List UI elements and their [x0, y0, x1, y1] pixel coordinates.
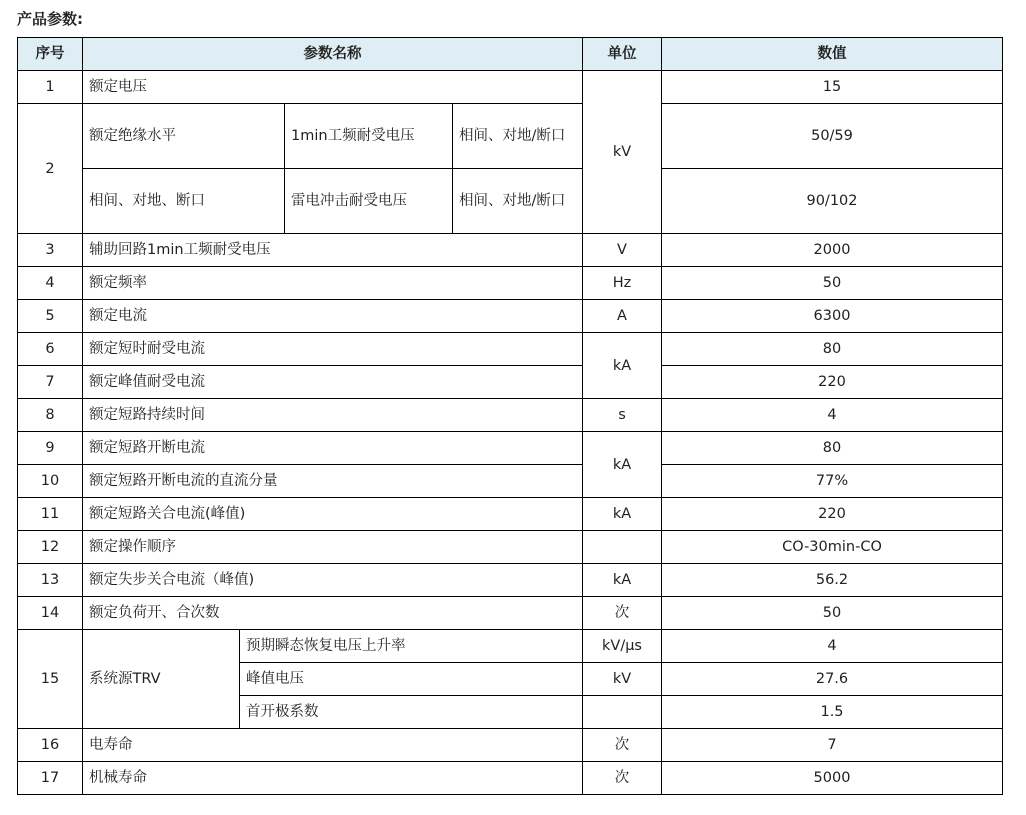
- table-row: [18, 432, 1003, 465]
- row-unit: kA: [583, 432, 662, 498]
- row-value: 2000: [662, 234, 1003, 267]
- row-value: 56.2: [662, 564, 1003, 597]
- row-unit: kA: [583, 498, 662, 531]
- row-unit: 次: [583, 597, 662, 630]
- row-no: 14: [18, 597, 83, 630]
- table-row: [18, 104, 1003, 169]
- row-no: 7: [18, 366, 83, 399]
- row-value: 80: [662, 432, 1003, 465]
- row-no: 13: [18, 564, 83, 597]
- row-unit: Hz: [583, 267, 662, 300]
- table-row: [18, 630, 1003, 663]
- row-name: 额定负荷开、合次数: [83, 597, 583, 630]
- table-row: [18, 333, 1003, 366]
- row-name: 额定电压: [83, 71, 583, 104]
- row-value: 77%: [662, 465, 1003, 498]
- row-name: 额定短时耐受电流: [83, 333, 583, 366]
- table-row: [18, 564, 1003, 597]
- row-no: 5: [18, 300, 83, 333]
- row-value: 27.6: [662, 663, 1003, 696]
- header-unit: 单位: [583, 38, 662, 71]
- row-name: 系统源TRV: [83, 630, 240, 729]
- row-value: CO-30min-CO: [662, 531, 1003, 564]
- row-no: 11: [18, 498, 83, 531]
- table-row: [18, 729, 1003, 762]
- table-row: [18, 300, 1003, 333]
- table-row: [18, 498, 1003, 531]
- row-value: 80: [662, 333, 1003, 366]
- row-name: 额定短路开断电流: [83, 432, 583, 465]
- row-value: 220: [662, 366, 1003, 399]
- row-value: 15: [662, 71, 1003, 104]
- parameter-table: [17, 37, 1003, 795]
- table-row: [18, 597, 1003, 630]
- row-unit: kA: [583, 333, 662, 399]
- row-subname: 首开极系数: [240, 696, 583, 729]
- row-no: 16: [18, 729, 83, 762]
- row-no: 15: [18, 630, 83, 729]
- row-value: 5000: [662, 762, 1003, 795]
- row-name: 额定短路关合电流(峰值): [83, 498, 583, 531]
- row-name: 相间、对地、断口: [83, 169, 285, 234]
- row-value: 50: [662, 597, 1003, 630]
- row-name: 额定绝缘水平: [83, 104, 285, 169]
- row-value: 220: [662, 498, 1003, 531]
- header-value: 数值: [662, 38, 1003, 71]
- table-row: [18, 169, 1003, 234]
- table-row: [18, 465, 1003, 498]
- row-subname: 雷电冲击耐受电压: [285, 169, 453, 234]
- row-unit: 次: [583, 729, 662, 762]
- row-no: 17: [18, 762, 83, 795]
- table-row: [18, 366, 1003, 399]
- row-subname: 峰值电压: [240, 663, 583, 696]
- table-row: [18, 71, 1003, 104]
- table-row: [18, 531, 1003, 564]
- row-name: 额定短路开断电流的直流分量: [83, 465, 583, 498]
- row-no: 6: [18, 333, 83, 366]
- row-unit: kV: [583, 71, 662, 234]
- row-no: 10: [18, 465, 83, 498]
- row-no: 8: [18, 399, 83, 432]
- section-title: 产品参数:: [17, 10, 83, 28]
- row-unit: kA: [583, 564, 662, 597]
- row-name: 额定短路持续时间: [83, 399, 583, 432]
- header-no: 序号: [18, 38, 83, 71]
- row-name: 额定电流: [83, 300, 583, 333]
- row-unit: kV/μs: [583, 630, 662, 663]
- row-value: 6300: [662, 300, 1003, 333]
- row-position: 相间、对地/断口: [453, 104, 583, 169]
- row-value: 50/59: [662, 104, 1003, 169]
- row-subname: 预期瞬态恢复电压上升率: [240, 630, 583, 663]
- row-unit: [583, 531, 662, 564]
- row-name: 辅助回路1min工频耐受电压: [83, 234, 583, 267]
- row-no: 1: [18, 71, 83, 104]
- row-value: 50: [662, 267, 1003, 300]
- row-name: 额定操作顺序: [83, 531, 583, 564]
- row-no: 4: [18, 267, 83, 300]
- row-unit: 次: [583, 762, 662, 795]
- row-no: 3: [18, 234, 83, 267]
- row-value: 4: [662, 630, 1003, 663]
- row-position: 相间、对地/断口: [453, 169, 583, 234]
- row-value: 90/102: [662, 169, 1003, 234]
- row-unit: [583, 696, 662, 729]
- row-name: 额定失步关合电流（峰值): [83, 564, 583, 597]
- header-name: 参数名称: [83, 38, 583, 71]
- row-value: 7: [662, 729, 1003, 762]
- row-value: 4: [662, 399, 1003, 432]
- row-name: 额定峰值耐受电流: [83, 366, 583, 399]
- row-no: 12: [18, 531, 83, 564]
- row-unit: s: [583, 399, 662, 432]
- row-subname: 1min工频耐受电压: [285, 104, 453, 169]
- table-header-row: [18, 38, 1003, 71]
- table-row: [18, 267, 1003, 300]
- row-unit: V: [583, 234, 662, 267]
- row-no: 2: [18, 104, 83, 234]
- table-row: [18, 234, 1003, 267]
- row-value: 1.5: [662, 696, 1003, 729]
- row-name: 机械寿命: [83, 762, 583, 795]
- table-row: [18, 762, 1003, 795]
- row-unit: A: [583, 300, 662, 333]
- row-name: 电寿命: [83, 729, 583, 762]
- row-no: 9: [18, 432, 83, 465]
- row-unit: kV: [583, 663, 662, 696]
- table-row: [18, 399, 1003, 432]
- row-name: 额定频率: [83, 267, 583, 300]
